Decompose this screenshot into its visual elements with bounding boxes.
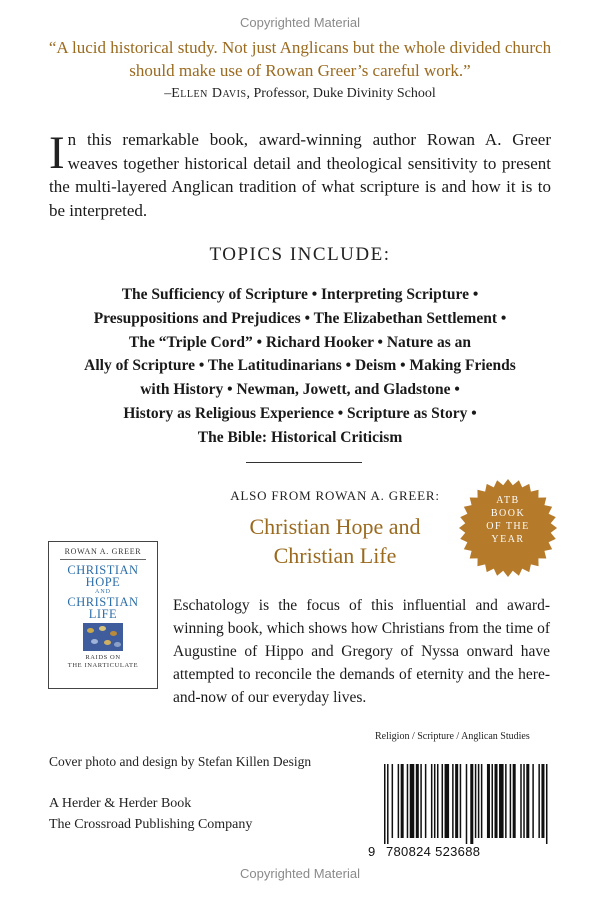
topic-line: with History • Newman, Jowett, and Gladstone •: [140, 381, 460, 399]
badge-line: BOOK: [490, 508, 526, 519]
endorser-name: Ellen Davis: [171, 86, 247, 101]
barcode-bar: [410, 764, 415, 838]
section-divider: [246, 462, 362, 463]
cover-author: ROWAN A. GREER: [64, 547, 142, 556]
subject-category: Religion / Scripture / Anglican Studies: [375, 731, 530, 742]
barcode-bar: [487, 764, 490, 838]
barcode-bar: [513, 764, 516, 838]
barcode-bar: [481, 764, 483, 838]
barcode-bar: [499, 764, 504, 838]
cover-title-line: LIFE: [88, 607, 118, 621]
barcode-bar: [532, 764, 534, 838]
intro-text: n this remarkable book, award-winning author Rowan A. Greer weaves together historical detail and theological sensitivity to present the multi-layered Anglican tradition of what scripture is and how it is to be interpreted.: [49, 130, 551, 220]
drop-cap: I: [49, 127, 65, 179]
related-book-title: [170, 512, 500, 570]
barcode-bar: [452, 764, 454, 838]
barcode-bar: [460, 764, 462, 838]
topic-line: Ally of Scripture • The Latitudinarians • Deism • Making Friends: [84, 357, 516, 375]
endorsement-attribution: [40, 86, 560, 102]
isbn-digits: 780824 523688: [386, 844, 481, 859]
watermark-bottom: Copyrighted Material: [240, 866, 360, 881]
badge-line: OF THE: [486, 521, 530, 532]
barcode-bar: [401, 764, 404, 838]
barcode-bar: [407, 764, 409, 838]
barcode-bar: [546, 764, 548, 844]
also-from-heading: ALSO FROM ROWAN A. GREER:: [230, 488, 440, 503]
barcode-bar: [505, 764, 507, 838]
related-book-title-line: Christian Life: [273, 543, 397, 568]
barcode-bar: [470, 764, 473, 844]
barcode-bar: [541, 764, 544, 838]
cover-title-line: CHRISTIAN: [67, 563, 139, 577]
related-book-title-line: Christian Hope and: [249, 514, 421, 539]
barcode-bar: [475, 764, 477, 838]
barcode-bar: [425, 764, 427, 838]
topics-heading: TOPICS INCLUDE:: [209, 244, 391, 265]
cover-credit: Cover photo and design by Stefan Killen Design: [49, 754, 312, 769]
topic-line: Presuppositions and Prejudices • The Elizabethan Settlement •: [93, 309, 507, 327]
barcode-bar: [398, 764, 400, 838]
barcode-bar: [523, 764, 525, 838]
topic-line: The Bible: Historical Criticism: [197, 428, 403, 446]
barcode-bar: [491, 764, 493, 838]
topic-line: History as Religious Experience • Scripture as Story •: [123, 404, 477, 422]
endorser-affiliation: , Professor, Duke Divinity School: [246, 86, 436, 101]
barcode-bar: [437, 764, 439, 838]
barcode-bar: [495, 764, 498, 838]
badge-line: ATB: [496, 495, 520, 506]
barcode-bar: [455, 764, 458, 838]
barcode-bar: [384, 764, 386, 844]
cover-title-line: HOPE: [85, 575, 121, 589]
topic-line: The “Triple Cord” • Richard Hooker • Nature as an: [129, 333, 471, 351]
barcode-bars: [384, 764, 549, 844]
barcode-bar: [387, 764, 389, 844]
cover-title-and: AND: [95, 589, 111, 595]
barcode-bar: [392, 764, 394, 838]
cover-title-line: CHRISTIAN: [67, 595, 139, 609]
endorsement-quote: “A lucid historical study. Not just Anglicans but the whole divided church should make use of Rowan Greer’s careful work.”: [48, 38, 552, 80]
imprint-line: A Herder & Herder Book: [49, 796, 192, 811]
barcode-bar: [442, 764, 444, 838]
intro-paragraph: [49, 128, 551, 222]
barcode-bar: [478, 764, 480, 838]
cover-rule: [60, 559, 146, 560]
cover-subtitle: [49, 654, 157, 670]
barcode-bar: [434, 764, 436, 838]
barcode-bar: [466, 764, 468, 844]
barcode-bar: [510, 764, 512, 838]
related-book-description: Eschatology is the focus of this influential and award-winning book, which shows how Christians from the time of Augustine of Hippo and Gregory of Nyssa onward have attempted to reconcile the demands of eternity and the here-and-now of our everyday lives.: [173, 597, 550, 706]
cover-subtitle-line: RAIDS ON: [85, 654, 121, 661]
imprint-line: The Crossroad Publishing Company: [49, 817, 253, 832]
barcode-bar: [520, 764, 522, 838]
barcode-bar: [445, 764, 450, 838]
barcode-bar: [431, 764, 433, 838]
barcode-bar: [416, 764, 419, 838]
cover-painting-image: [83, 623, 123, 651]
watermark-top: Copyrighted Material: [240, 15, 360, 30]
award-badge-text: [462, 494, 554, 546]
barcode-bar: [526, 764, 529, 838]
cover-subtitle-line: THE INARTICULATE: [67, 662, 139, 669]
related-book-cover: [48, 541, 158, 689]
barcode-bar: [420, 764, 422, 838]
topics-list: [60, 283, 540, 450]
barcode-bar: [538, 764, 540, 838]
topic-line: The Sufficiency of Scripture • Interpreting Scripture •: [121, 286, 479, 303]
publisher-imprint: [49, 793, 252, 835]
isbn-barcode: [364, 746, 554, 876]
badge-line: YEAR: [491, 534, 525, 545]
attribution-dash: –: [164, 86, 172, 101]
isbn-first-digit: 9: [368, 844, 376, 859]
